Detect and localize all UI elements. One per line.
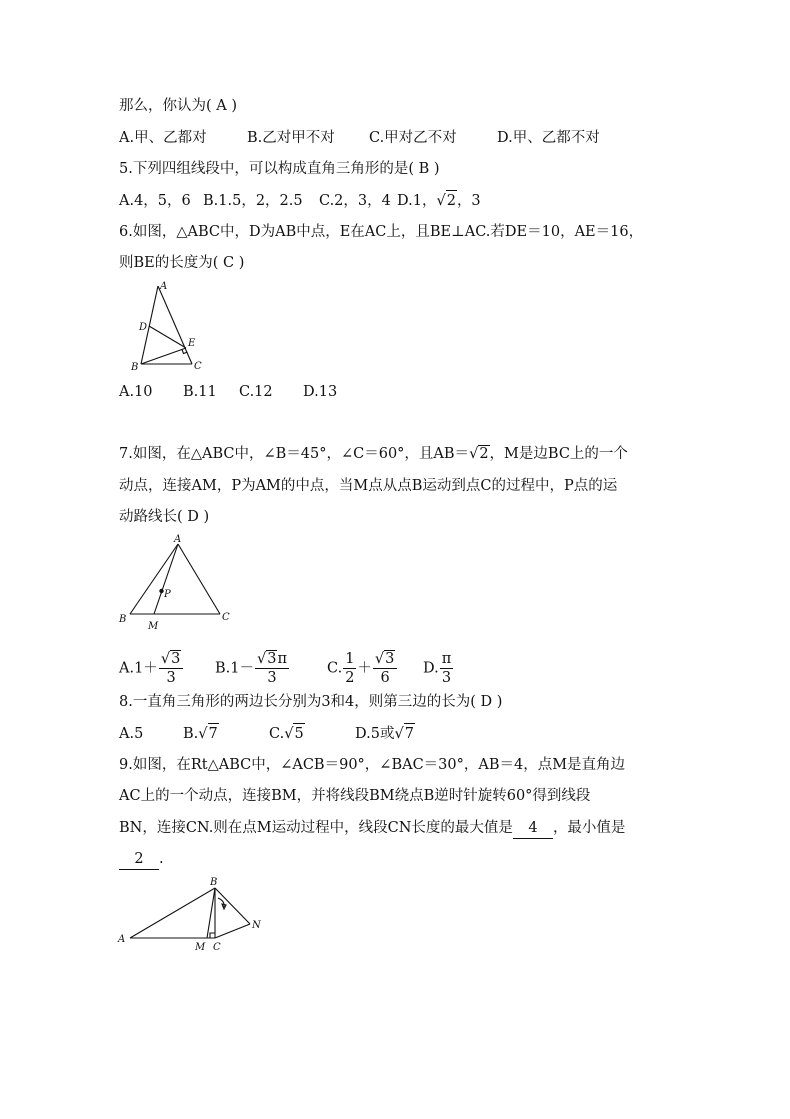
- question-9-line-2: AC上的一个动点，连接BM，并将线段BM绕点B逆时针旋转60°得到线段: [119, 788, 591, 804]
- q9-label-c: C: [213, 942, 221, 953]
- q7-label-a: A: [174, 534, 182, 545]
- q9-segment-cn: [215, 924, 250, 938]
- q9-right-angle-mark: [210, 933, 215, 938]
- q7-option-b: B.1－ $\frac{√3\pi}{3}$: [215, 651, 288, 686]
- answer-line-q4: 那么，你认为( A ): [119, 98, 238, 114]
- q7-label-p: P: [164, 589, 171, 600]
- q6-label-b: B: [131, 362, 139, 373]
- q5-option-c: C.2，3，4: [319, 193, 391, 209]
- q6-triangle-figure: [128, 280, 208, 375]
- sqrt-symbol: √7: [394, 723, 414, 744]
- sqrt-symbol: √3: [160, 651, 181, 667]
- q8-options: [119, 723, 415, 744]
- q7-side-ac: [178, 544, 220, 614]
- q4-option-d: D.甲、乙都不对: [497, 130, 600, 146]
- q7-label-b: B: [119, 614, 127, 625]
- fraction: $\frac{√3}{6}$: [373, 650, 397, 687]
- q7-option-a: A.1＋ $\frac{√3}{3}$: [119, 650, 184, 687]
- q9-label-b: B: [210, 877, 218, 888]
- q4-options: [119, 128, 600, 148]
- q5-option-b: B.1.5，2，2.5: [203, 193, 303, 209]
- sqrt-symbol: √7: [198, 723, 218, 744]
- q6-label-d: D: [139, 322, 148, 333]
- question-9-line-4: 2 .: [119, 849, 164, 870]
- q6-option-a: A.10: [119, 384, 153, 400]
- sqrt-symbol: √3: [374, 651, 395, 667]
- q9-label-m: M: [195, 942, 206, 953]
- q5-option-d: D.1，√2，3: [397, 190, 481, 211]
- q7-triangle-figure: [118, 532, 248, 634]
- q9-label-n: N: [252, 920, 261, 931]
- q6-label-a: A: [160, 281, 168, 292]
- q6-options: [119, 382, 337, 402]
- fraction: $\frac{\pi}{3}$: [441, 651, 452, 686]
- q8-option-d: D.5或√7: [355, 723, 415, 744]
- q4-option-a: A.甲、乙都对: [119, 130, 207, 146]
- question-5-text: 5.下列四组线段中，可以构成直角三角形的是( B ): [119, 161, 440, 177]
- q7-side-ab: [130, 544, 178, 614]
- q9-triangle-figure: [117, 874, 277, 956]
- sqrt-symbol: √5: [284, 723, 304, 744]
- q8-option-c: C.√5: [269, 723, 355, 744]
- q4-option-b: B.乙对甲不对: [247, 130, 335, 146]
- q6-option-c: C.12: [239, 384, 273, 400]
- q6-label-e: E: [188, 338, 196, 349]
- q4-option-c: C.甲对乙不对: [369, 130, 457, 146]
- question-6-line-2: 则BE的长度为( C ): [119, 255, 245, 271]
- question-7-line-2: 动点，连接AM，P为AM的中点，当M点从点B运动到点C的过程中，P点的运: [119, 478, 618, 494]
- sqrt-symbol: √3: [257, 651, 277, 667]
- q5-options: [119, 190, 481, 211]
- q7-label-c: C: [222, 612, 230, 623]
- question-9-line-1: 9.如图，在Rt△ABC中，∠ACB＝90°，∠BAC＝30°，AB＝4，点M是直角边: [119, 757, 626, 773]
- sqrt-symbol: √2: [436, 190, 456, 211]
- q9-segment-bm: [207, 888, 215, 938]
- question-8-text: 8.一直角三角形的两边长分别为3和4，则第三边的长为( D ): [119, 694, 503, 710]
- question-9-line-3: BN，连接CN.则在点M运动过程中，线段CN长度的最大值是 4 ，最小值是: [119, 818, 625, 839]
- q8-option-a: A.5: [119, 726, 144, 742]
- q7-option-c: C. $\frac{1}{2}$ ＋ $\frac{√3}{6}$: [327, 650, 398, 687]
- q8-option-b: B.√7: [183, 723, 269, 744]
- q7-label-m: M: [148, 621, 159, 632]
- fraction: $\frac{√3\pi}{3}$: [257, 651, 288, 686]
- q5-option-a: A.4，5，6: [119, 193, 191, 209]
- q6-label-c: C: [194, 361, 202, 372]
- q9-segment-bn: [215, 888, 250, 924]
- fraction: $\frac{1}{2}$: [345, 651, 355, 686]
- q9-label-a: A: [118, 934, 126, 945]
- q6-segment-be: [141, 348, 186, 364]
- question-7-line-3: 动路线长( D ): [119, 509, 210, 525]
- question-7-line-1: 7.如图，在△ABC中，∠B＝45°，∠C＝60°，且AB＝√2，M是边BC上的一个: [119, 446, 628, 462]
- q9-side-ab: [130, 888, 215, 938]
- q7-option-d: D. $\frac{\pi}{3}$: [423, 651, 452, 686]
- q7-segment-am: [154, 544, 178, 614]
- fraction: $\frac{√3}{3}$: [159, 650, 183, 687]
- q6-option-b: B.11: [183, 384, 217, 400]
- q6-option-d: D.13: [303, 384, 338, 400]
- sqrt-symbol: √2: [469, 446, 489, 462]
- answer-blank-max: 4: [513, 818, 553, 839]
- question-6-line-1: 6.如图，△ABC中，D为AB中点，E在AC上，且BE⊥AC.若DE＝10，AE＝16，: [119, 224, 644, 240]
- answer-blank-min: 2: [119, 849, 159, 870]
